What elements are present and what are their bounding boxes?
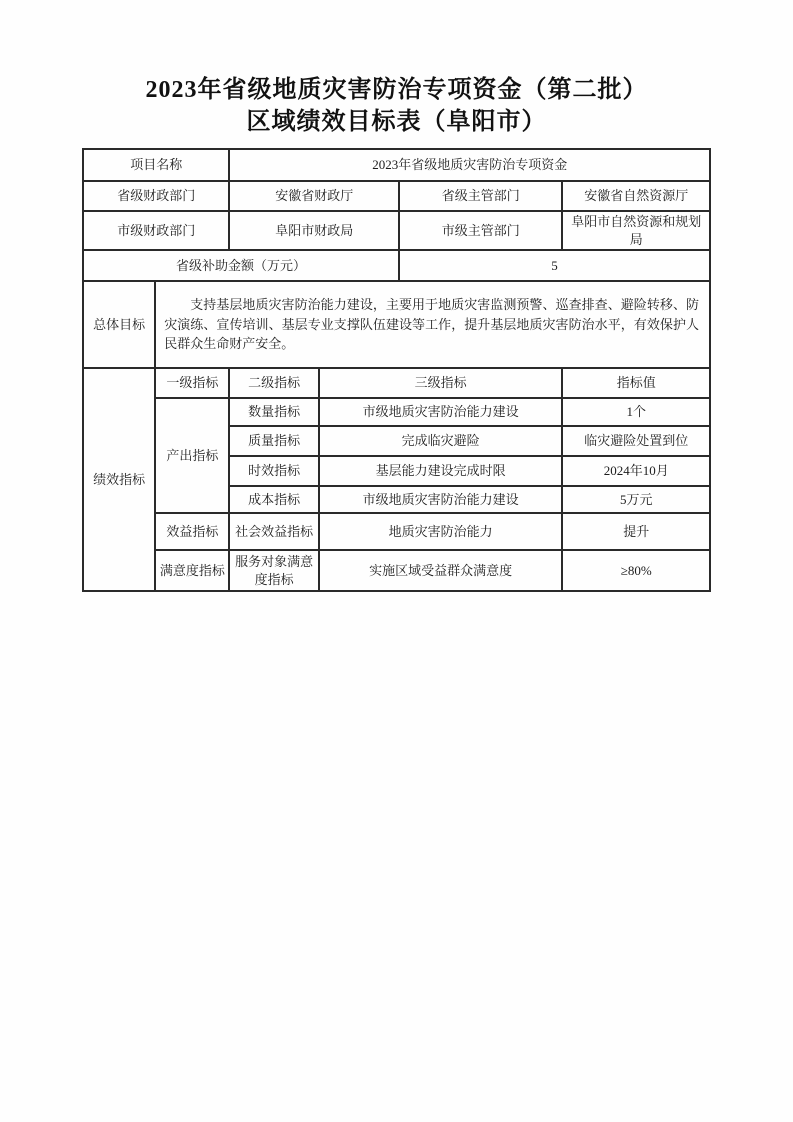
social-benefit-indicator-label: 社会效益指标 (229, 513, 318, 550)
table-row (83, 513, 710, 550)
social-benefit-indicator-value: 提升 (562, 513, 710, 550)
benefit-indicator-group-label: 效益指标 (155, 513, 229, 550)
table-row (83, 211, 710, 250)
timeliness-indicator-label: 时效指标 (229, 456, 318, 486)
table-row (83, 398, 710, 426)
provincial-finance-dept-label: 省级财政部门 (83, 181, 229, 211)
social-benefit-indicator-level3: 地质灾害防治能力 (319, 513, 563, 550)
indicator-header-level1: 一级指标 (155, 368, 229, 398)
quantity-indicator-label: 数量指标 (229, 398, 318, 426)
provincial-competent-dept-label: 省级主管部门 (399, 181, 563, 211)
provincial-competent-dept-value: 安徽省自然资源厅 (562, 181, 710, 211)
project-name-value: 2023年省级地质灾害防治专项资金 (229, 149, 710, 181)
provincial-finance-dept-value: 安徽省财政厅 (229, 181, 399, 211)
subsidy-amount-label: 省级补助金额（万元） (83, 250, 399, 281)
project-name-label: 项目名称 (83, 149, 229, 181)
overall-goal-label: 总体目标 (83, 281, 155, 368)
quantity-indicator-value: 1个 (562, 398, 710, 426)
satisfaction-indicator-group-label: 满意度指标 (155, 550, 229, 591)
quality-indicator-level3: 完成临灾避险 (319, 426, 563, 456)
cost-indicator-value: 5万元 (562, 486, 710, 513)
service-satisfaction-indicator-label: 服务对象满意度指标 (229, 550, 318, 591)
table-row (83, 181, 710, 211)
table-row (83, 550, 710, 591)
table-row (83, 250, 710, 281)
service-satisfaction-indicator-level3: 实施区域受益群众满意度 (319, 550, 563, 591)
performance-indicators-section-label: 绩效指标 (83, 368, 155, 591)
table-row (83, 149, 710, 181)
document-title-line1: 2023年省级地质灾害防治专项资金（第二批） (145, 77, 648, 103)
city-competent-dept-value: 阜阳市自然资源和规划局 (562, 211, 710, 250)
subsidy-amount-value: 5 (399, 250, 710, 281)
service-satisfaction-indicator-value: ≥80% (562, 550, 710, 591)
timeliness-indicator-level3: 基层能力建设完成时限 (319, 456, 563, 486)
quality-indicator-value: 临灾避险处置到位 (562, 426, 710, 456)
overall-goal-paragraph: 支持基层地质灾害防治能力建设，主要用于地质灾害监测预警、巡查排查、避险转移、防灾演练、宣传培训、基层专业支撑队伍建设等工作，提升基层地质灾害防治水平，有效保护人民群众生命财产安全。 (164, 297, 699, 352)
quantity-indicator-level3: 市级地质灾害防治能力建设 (319, 398, 563, 426)
city-competent-dept-label: 市级主管部门 (399, 211, 563, 250)
indicator-header-value: 指标值 (562, 368, 710, 398)
cost-indicator-level3: 市级地质灾害防治能力建设 (319, 486, 563, 513)
table-row (83, 368, 710, 398)
city-finance-dept-value: 阜阳市财政局 (229, 211, 399, 250)
performance-target-table (82, 148, 711, 592)
city-finance-dept-label: 市级财政部门 (83, 211, 229, 250)
document-title-line2: 区域绩效目标表（阜阳市） (246, 109, 547, 135)
timeliness-indicator-value: 2024年10月 (562, 456, 710, 486)
indicator-header-level2: 二级指标 (229, 368, 318, 398)
table-row (83, 281, 710, 368)
cost-indicator-label: 成本指标 (229, 486, 318, 513)
document-title (0, 74, 793, 138)
indicator-header-level3: 三级指标 (319, 368, 563, 398)
overall-goal-text (155, 281, 710, 368)
output-indicator-group-label: 产出指标 (155, 398, 229, 513)
quality-indicator-label: 质量指标 (229, 426, 318, 456)
